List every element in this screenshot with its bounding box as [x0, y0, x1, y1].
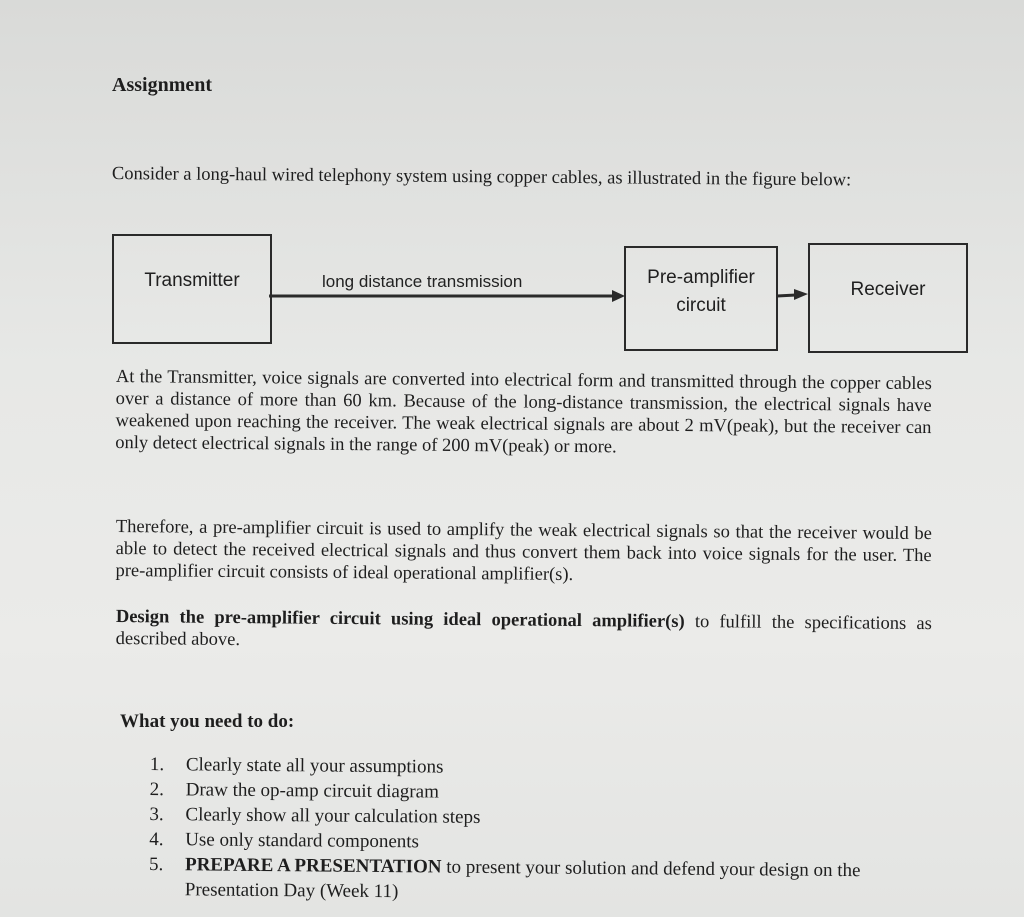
- list-item-text: Clearly show all your calculation steps: [185, 804, 481, 828]
- link-label: long distance transmission: [322, 272, 523, 291]
- page-title: Assignment: [112, 74, 213, 96]
- receiver-arrowhead: [794, 289, 808, 300]
- preamplifier-label-line2: circuit: [676, 295, 726, 316]
- transmitter-label: Transmitter: [144, 270, 240, 291]
- list-item-text: to present your solution and defend your design on the Presentation Day (Week 11): [184, 856, 861, 903]
- list-item-text: Clearly state all your assumptions: [185, 754, 444, 778]
- receiver-label: Receiver: [850, 279, 926, 300]
- transmitter-paragraph: At the Transmitter, voice signals are converted into electrical form and transmitted through the copper cables over a distance of more than 60 km. Because of the long-distance transmission, the electrical signals have weakened upon reaching the receiver. The weak electrical signals are about 2 mV(peak), but the receiver can only detect electrical signals in the range of 200 mV(peak) or more.: [115, 366, 932, 458]
- list-item: [149, 852, 929, 909]
- list-item-number: 4.: [149, 828, 164, 851]
- list-item-bold: PREPARE A PRESENTATION: [184, 854, 442, 878]
- preamp-paragraph: Therefore, a pre-amplifier circuit is used to amplify the weak electrical signals so that the receiver would be able to detect the received electrical signals and thus convert them back into voice signals for the user. The pre-amplifier circuit consists of ideal operational amplifier(s).: [115, 516, 932, 585]
- preamplifier-label: [626, 264, 776, 320]
- list-item-text: Use only standard components: [185, 829, 420, 853]
- preamplifier-label-line1: Pre-amplifier: [647, 267, 755, 288]
- todo-list: [149, 752, 930, 909]
- list-item-number: 5.: [148, 853, 164, 876]
- design-paragraph: [116, 606, 932, 657]
- transmitter-block: [112, 234, 272, 344]
- design-task-bold: Design the pre-amplifier circuit using ideal operational amplifier(s): [115, 606, 685, 632]
- todo-heading: What you need to do:: [120, 711, 295, 732]
- list-item-text: Draw the op-amp circuit diagram: [185, 779, 439, 803]
- intro-paragraph: Consider a long-haul wired telephony system using copper cables, as illustrated in the figure below:: [111, 163, 852, 191]
- design-task-rest: to fulfill the specifications as described above.: [115, 611, 932, 651]
- preamp-to-receiver-line: [777, 295, 796, 296]
- list-item-number: 3.: [149, 803, 164, 826]
- list-item-number: 1.: [149, 753, 165, 776]
- receiver-block: [808, 243, 968, 353]
- preamplifier-block: [624, 246, 778, 351]
- list-item-number: 2.: [149, 778, 165, 801]
